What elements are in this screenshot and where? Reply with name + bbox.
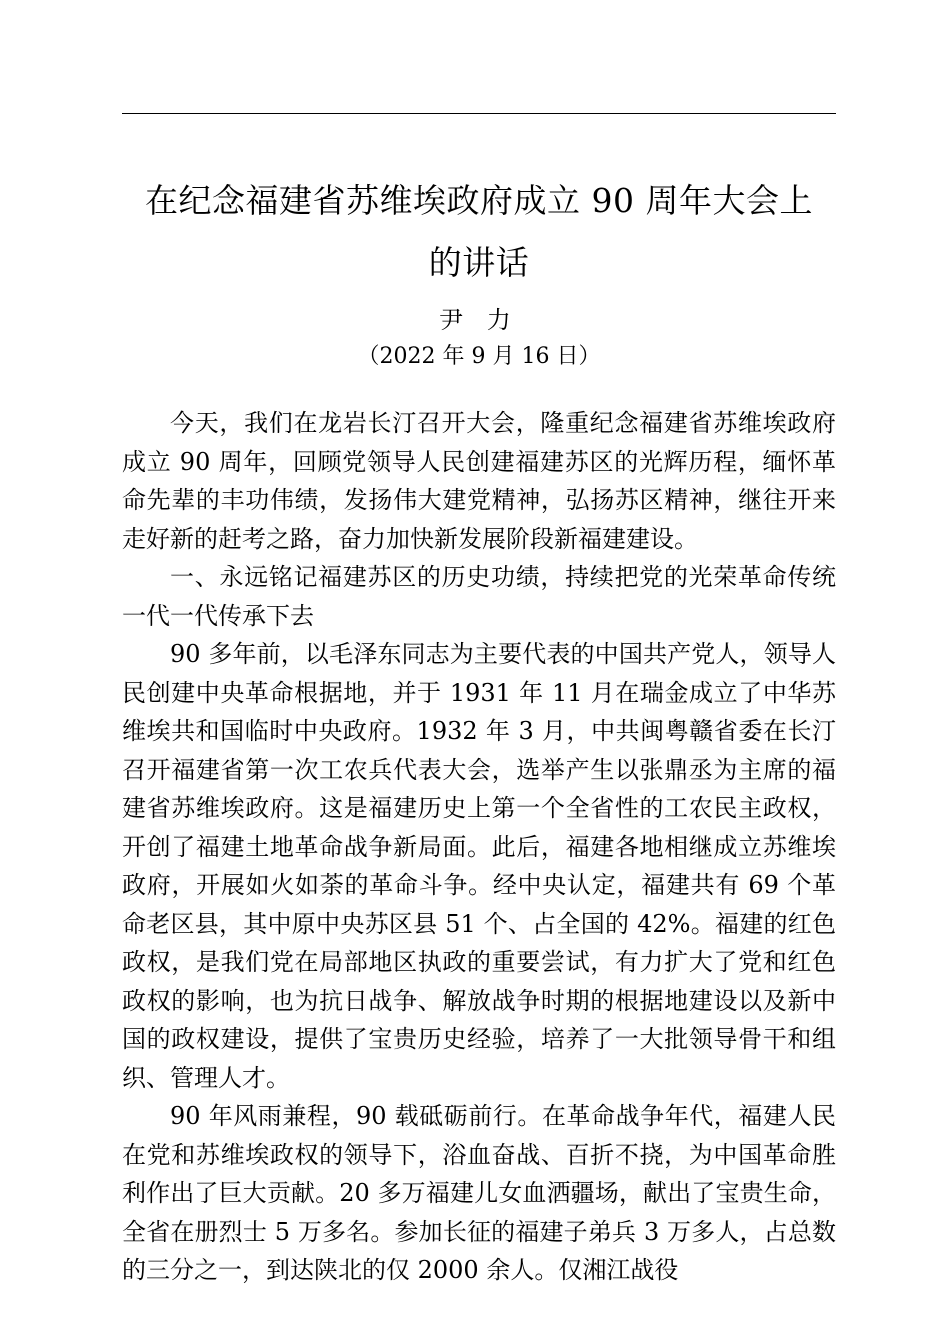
paragraph-history: 90 多年前，以毛泽东同志为主要代表的中国共产党人，领导人民创建中央革命根据地，并于 1931 年 11 月在瑞金成立了中华苏维埃共和国临时中央政府。1932 年 3 月，中共闽粤赣省委在长汀召开福建省第一次工农兵代表大会，选举产生以张鼎丞为主席的福建省苏维埃政府。这是福建历史上第一个全省性的工农民主政权，开创了福建土地革命战争新局面。此后，福建各地相继成立苏维埃政府，开展如火如荼的革命斗争。经中央认定，福建共有 69 个革命老区县，其中原中央苏区县 51 个、占全国的 42%。福建的红色政权，是我们党在局部地区执政的重要尝试，有力扩大了党和红色政权的影响，也为抗日战争、解放战争时期的根据地建设以及新中国的政权建设，提供了宝贵历史经验，培养了一大批领导骨干和组织、管理人才。 [122, 640, 836, 1092]
section-heading-1: 一、永远铭记福建苏区的历史功绩，持续把党的光荣革命传统一代一代传承下去 [122, 563, 836, 630]
title-line-1: 在纪念福建省苏维埃政府成立 90 周年大会上 [145, 181, 813, 220]
document-body [122, 404, 836, 1290]
speech-date: （2022 年 9 月 16 日） [357, 344, 601, 369]
header-rule [122, 113, 836, 114]
paragraph-contribution: 90 年风雨兼程，90 载砥砺前行。在革命战争年代，福建人民在党和苏维埃政权的领导下，浴血奋战、百折不挠，为中国革命胜利作出了巨大贡献。20 多万福建儿女血洒疆场，献出了宝贵生命，全省在册烈士 5 万多名。参加长征的福建子弟兵 3 万多人，占总数的三分之一，到达陕北的仅 2000 余人。仅湘江战役 [122, 1102, 836, 1284]
paragraph-intro: 今天，我们在龙岩长汀召开大会，隆重纪念福建省苏维埃政府成立 90 周年，回顾党领导人民创建福建苏区的光辉历程，缅怀革命先辈的丰功伟绩，发扬伟大建党精神，弘扬苏区精神，继往开来走好新的赶考之路，奋力加快新发展阶段新福建建设。 [122, 409, 836, 553]
author-name: 尹 力 [439, 306, 519, 334]
document-title [122, 170, 836, 294]
title-line-2: 的讲话 [428, 243, 530, 282]
